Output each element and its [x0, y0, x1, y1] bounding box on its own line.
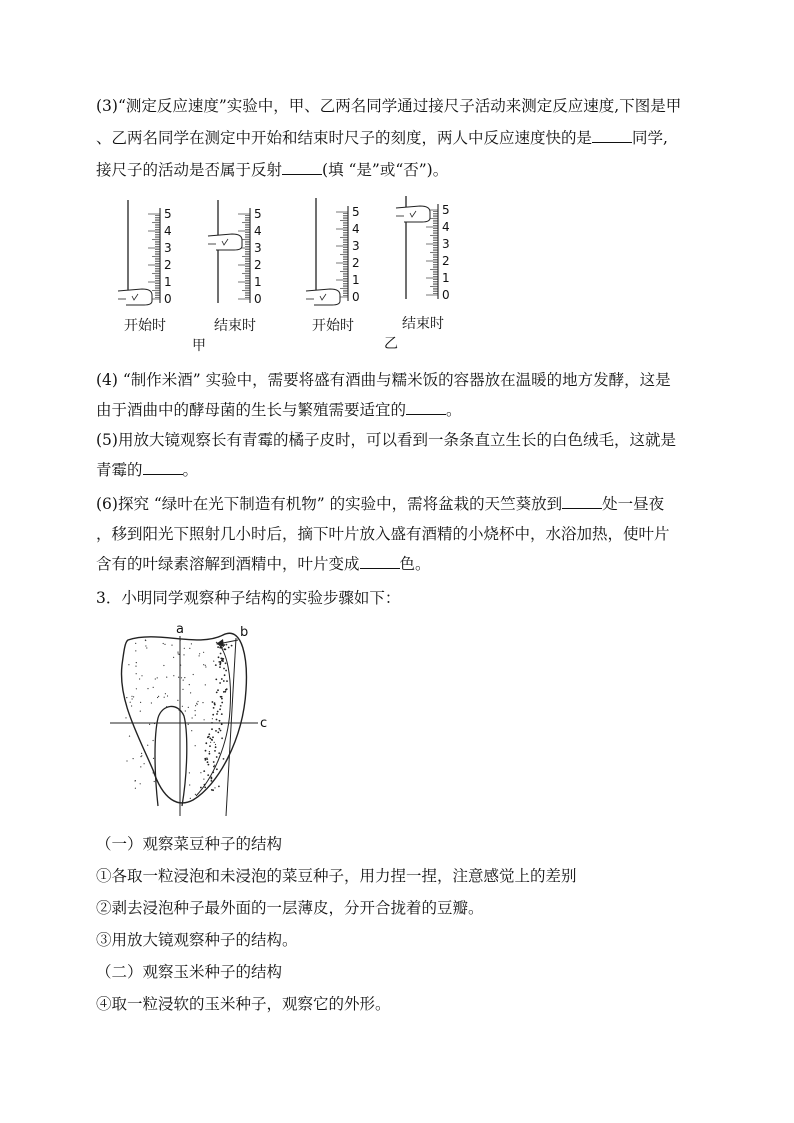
stipple-dot	[212, 701, 214, 703]
q6-line2: ，移到阳光下照射几小时后，摘下叶片放入盛有酒精的小烧杯中，水浴加热，使叶片	[96, 525, 670, 543]
stipple-dot	[211, 739, 213, 741]
stipple-dot	[221, 698, 223, 700]
stipple-dot	[191, 643, 192, 644]
stipple-dot	[188, 707, 189, 708]
stipple-dot	[228, 647, 230, 649]
stipple-dot	[212, 736, 214, 738]
stipple-dot	[216, 713, 218, 715]
stipple-dot	[184, 648, 185, 649]
ruler-number: 3	[442, 237, 450, 251]
ruler-caption-1: 开始时	[124, 318, 166, 334]
stipple-dot	[223, 668, 225, 670]
answer-blank-faster-student[interactable]	[592, 128, 632, 143]
ruler-number: 2	[164, 258, 172, 272]
stipple-dot	[207, 774, 209, 776]
stipple-dot	[126, 697, 127, 698]
ruler-caption-3: 开始时	[312, 318, 354, 334]
stipple-dot	[125, 717, 126, 718]
stipple-dot	[195, 705, 196, 706]
step-3: ③用放大镜观察种子的结构。	[96, 931, 298, 949]
stipple-dot	[203, 652, 204, 653]
q6-line3-tail: 色。	[399, 555, 431, 573]
stipple-dot	[219, 720, 221, 722]
stipple-dot	[190, 692, 191, 693]
stipple-dot	[203, 770, 205, 772]
stipple-dot	[212, 718, 213, 719]
hand-fingers	[396, 206, 430, 222]
stipple-dot	[226, 688, 228, 690]
stipple-dot	[135, 788, 136, 789]
stipple-dot	[157, 677, 158, 678]
seed-stipple	[125, 640, 232, 800]
stipple-dot	[216, 719, 218, 721]
q6-line3-text: 含有的叶绿素溶解到酒精中，叶片变成	[96, 555, 360, 573]
stipple-dot	[219, 708, 221, 710]
stipple-dot	[218, 656, 220, 658]
stipple-dot	[200, 772, 201, 773]
stipple-dot	[165, 693, 166, 694]
stipple-dot	[132, 698, 133, 699]
stipple-dot	[151, 702, 152, 703]
stipple-dot	[140, 711, 141, 712]
stipple-dot	[178, 653, 179, 654]
answer-blank-dark-place[interactable]	[562, 494, 602, 509]
stipple-dot	[215, 664, 217, 666]
stipple-dot	[131, 696, 132, 697]
stipple-dot	[223, 758, 225, 760]
stipple-dot	[193, 674, 194, 675]
stipple-dot	[205, 666, 206, 667]
stipple-dot	[214, 787, 215, 788]
q6-line1-text: (6)探究 “绿叶在光下制造有机物” 的实验中，需将盆栽的天竺葵放到	[96, 495, 563, 513]
q3-line1: (3)“测定反应速度”实验中，甲、乙两名同学通过接尺子活动来测定反应速度,下图是甲	[96, 97, 682, 115]
stipple-dot	[133, 758, 134, 759]
stipple-dot	[182, 706, 183, 707]
stipple-dot	[136, 688, 137, 689]
stipple-dot	[222, 660, 224, 662]
stipple-dot	[224, 691, 226, 693]
stipple-dot	[128, 664, 129, 665]
stipple-dot	[222, 658, 224, 660]
stipple-dot	[173, 657, 174, 658]
stipple-dot	[153, 758, 154, 759]
stipple-dot	[219, 666, 221, 668]
stipple-dot	[226, 680, 228, 682]
stipple-dot	[205, 684, 206, 685]
stipple-dot	[141, 675, 142, 676]
hand-fingers	[118, 289, 152, 305]
stipple-dot	[209, 745, 211, 747]
group-label-1: 甲	[192, 338, 206, 354]
stipple-dot	[147, 745, 148, 746]
q5-line2-tail: 。	[182, 461, 199, 479]
stipple-dot	[208, 733, 210, 735]
stipple-dot	[218, 752, 220, 754]
step-4: ④取一粒浸软的玉米种子，观察它的外形。	[96, 995, 391, 1013]
ruler-number: 5	[254, 207, 262, 221]
q4-line2	[96, 400, 462, 420]
stipple-dot	[211, 777, 213, 779]
stipple-dot	[225, 649, 227, 651]
stipple-dot	[144, 763, 145, 764]
stipple-dot	[141, 753, 142, 754]
stipple-dot	[188, 724, 189, 725]
stipple-dot	[183, 654, 184, 655]
stipple-dot	[215, 679, 217, 681]
answer-blank-color[interactable]	[360, 554, 400, 569]
stipple-dot	[203, 779, 204, 780]
stipple-dot	[177, 700, 178, 701]
stipple-dot	[199, 653, 200, 654]
stipple-dot	[157, 697, 158, 698]
stipple-dot	[225, 662, 227, 664]
q6-line3	[96, 554, 431, 574]
stipple-dot	[216, 768, 218, 770]
stipple-dot	[129, 736, 130, 737]
label-c: c	[260, 716, 268, 731]
stipple-dot	[136, 662, 137, 663]
q5-line2-text: 青霉的	[96, 461, 143, 479]
ruler-number: 1	[352, 273, 360, 287]
stipple-dot	[153, 772, 154, 773]
answer-blank-hyphae[interactable]	[143, 460, 183, 475]
stipple-dot	[145, 645, 146, 646]
stipple-dot	[131, 705, 132, 706]
stipple-dot	[173, 675, 174, 676]
ruler-number: 0	[164, 292, 172, 306]
stipple-dot	[140, 702, 141, 703]
ruler-number: 5	[442, 203, 450, 217]
embryo-shape	[155, 706, 187, 806]
stipple-dot	[221, 678, 223, 680]
stipple-dot	[136, 673, 137, 674]
stipple-dot	[220, 730, 222, 732]
stipple-dot	[212, 771, 214, 773]
stipple-dot	[202, 702, 203, 703]
stipple-dot	[205, 759, 207, 761]
ruler-number: 1	[254, 275, 262, 289]
stipple-dot	[184, 677, 185, 678]
stipple-dot	[219, 664, 221, 666]
stipple-dot	[135, 780, 136, 781]
stipple-dot	[217, 711, 219, 713]
ruler-number: 5	[164, 207, 172, 221]
stipple-dot	[216, 692, 218, 694]
stipple-dot	[209, 753, 211, 755]
stipple-dot	[221, 696, 223, 698]
q5-line2	[96, 460, 198, 480]
ruler-number: 4	[352, 222, 360, 236]
stipple-dot	[130, 702, 131, 703]
ruler-1	[118, 200, 172, 306]
stipple-dot	[214, 702, 216, 704]
stipple-dot	[149, 724, 150, 725]
stipple-dot	[191, 730, 192, 731]
part-1-heading: （一）观察菜豆种子的结构	[96, 835, 283, 853]
stipple-dot	[166, 677, 167, 678]
ruler-2	[208, 200, 262, 306]
stipple-dot	[164, 644, 165, 645]
stipple-dot	[221, 713, 223, 715]
stipple-dot	[140, 766, 141, 767]
ruler-number: 2	[352, 256, 360, 270]
ruler-number: 2	[442, 254, 450, 268]
stipple-dot	[135, 643, 136, 644]
stipple-dot	[219, 647, 221, 649]
stipple-dot	[153, 687, 154, 688]
ruler-number: 3	[164, 241, 172, 255]
q5-line1: (5)用放大镜观察长有青霉的橘子皮时，可以看到一条条直立生长的白色绒毛，这就是	[96, 431, 676, 449]
rulers-group	[118, 196, 450, 306]
stipple-dot	[195, 794, 196, 795]
stipple-dot	[215, 744, 216, 745]
stipple-dot	[209, 751, 210, 752]
stipple-dot	[192, 717, 193, 718]
stipple-dot	[220, 705, 222, 707]
ruler-caption-4: 结束时	[402, 316, 444, 332]
ruler-number: 3	[352, 239, 360, 253]
stipple-dot	[183, 680, 184, 681]
group-label-2: 乙	[384, 336, 398, 352]
stipple-dot	[219, 682, 221, 684]
q6-line1	[96, 494, 664, 514]
stipple-dot	[126, 760, 127, 761]
stipple-dot	[218, 728, 220, 730]
q3-line2-tail: 同学,	[632, 129, 668, 147]
stipple-dot	[217, 689, 219, 691]
ruler-number: 1	[164, 275, 172, 289]
ruler-number: 4	[254, 224, 262, 238]
stipple-dot	[133, 696, 134, 697]
q4-line2-tail: 。	[446, 401, 462, 419]
q3-line3	[96, 160, 448, 180]
stipple-dot	[223, 680, 225, 682]
stipple-dot	[204, 719, 205, 720]
stipple-dot	[209, 738, 211, 740]
stipple-dot	[213, 707, 215, 709]
stipple-dot	[212, 714, 214, 716]
stipple-dot	[206, 758, 208, 760]
stipple-dot	[200, 787, 202, 789]
stipple-dot	[145, 640, 146, 641]
stipple-dot	[166, 706, 167, 707]
label-a: a	[176, 622, 184, 637]
q3-line3-tail: (填 “是”或“否”)。	[322, 161, 449, 179]
ruler-number: 4	[164, 224, 172, 238]
q3-line3-text: 接尺子的活动是否属于反射	[96, 161, 283, 179]
ruler-reaction-figure	[110, 192, 480, 357]
stipple-dot	[135, 666, 136, 667]
stipple-dot	[197, 701, 198, 702]
stipple-dot	[199, 655, 200, 656]
stipple-dot	[178, 677, 179, 678]
answer-blank-temperature[interactable]	[406, 400, 446, 415]
ruler-3	[306, 198, 360, 305]
stipple-dot	[215, 746, 217, 748]
stipple-dot	[147, 688, 148, 689]
stipple-dot	[205, 742, 207, 744]
stipple-dot	[218, 786, 220, 788]
stipple-dot	[163, 665, 164, 666]
stipple-dot	[226, 644, 228, 646]
stipple-dot	[171, 645, 172, 646]
q4-line1: (4) “制作米酒” 实验中，需要将盛有酒曲与糯米饭的容器放在温暖的地方发酵，这是	[96, 371, 671, 389]
stipple-dot	[210, 742, 211, 743]
stipple-dot	[167, 695, 168, 696]
hand-fingers	[208, 234, 242, 250]
q3-line2	[96, 128, 668, 148]
stipple-dot	[141, 755, 142, 756]
stipple-dot	[189, 684, 190, 685]
stipple-dot	[214, 742, 215, 743]
q6-line1-tail: 处一昼夜	[602, 495, 665, 513]
stipple-dot	[220, 653, 222, 655]
stipple-dot	[195, 715, 196, 716]
stipple-dot	[205, 750, 207, 752]
ruler-number: 0	[254, 292, 262, 306]
stipple-dot	[164, 697, 165, 698]
q3-line2-text: 、乙两名同学在测定中开始和结束时尺子的刻度，两人中反应速度快的是	[96, 129, 593, 147]
stipple-dot	[231, 645, 233, 647]
stipple-dot	[181, 677, 182, 678]
ruler-number: 4	[442, 220, 450, 234]
ruler-4	[396, 196, 450, 302]
stipple-dot	[204, 784, 206, 786]
stipple-dot	[158, 696, 159, 697]
stipple-dot	[208, 736, 210, 738]
stipple-dot	[221, 723, 223, 725]
ruler-number: 0	[442, 288, 450, 302]
stipple-dot	[213, 761, 215, 763]
stipple-dot	[215, 730, 217, 732]
ruler-caption-2: 结束时	[214, 318, 256, 334]
stipple-dot	[217, 732, 219, 734]
ruler-number: 5	[352, 205, 360, 219]
stipple-dot	[185, 710, 186, 711]
stipple-dot	[190, 798, 191, 799]
stipple-dot	[182, 689, 183, 690]
step-2: ②剥去浸泡种子最外面的一层薄皮，分开合拢着的豆瓣。	[96, 899, 484, 917]
stipple-dot	[221, 737, 223, 739]
stipple-dot	[204, 787, 206, 789]
stipple-dot	[212, 789, 214, 791]
stipple-dot	[189, 648, 190, 649]
stipple-dot	[146, 647, 147, 648]
stipple-dot	[154, 781, 155, 782]
stipple-dot	[139, 678, 140, 679]
question-3-title: 3．小明同学观察种子结构的实验步骤如下：	[96, 589, 401, 607]
stipple-dot	[155, 678, 156, 679]
stipple-dot	[189, 784, 190, 785]
ruler-number: 3	[254, 241, 262, 255]
step-1: ①各取一粒浸泡和未浸泡的菜豆种子，用力捏一捏，注意感觉上的差别	[96, 867, 577, 885]
ruler-number: 0	[352, 290, 360, 304]
answer-blank-reflex[interactable]	[282, 160, 322, 175]
stipple-dot	[163, 643, 164, 644]
stipple-dot	[214, 765, 215, 766]
stipple-dot	[140, 783, 141, 784]
stipple-dot	[153, 740, 154, 741]
stipple-dot	[214, 750, 216, 752]
stipple-dot	[189, 772, 190, 773]
stipple-dot	[195, 710, 196, 711]
stipple-dot	[221, 702, 223, 704]
hand-fingers	[306, 289, 340, 305]
stipple-dot	[208, 764, 210, 766]
stipple-dot	[177, 652, 178, 653]
stipple-dot	[216, 756, 218, 758]
stipple-dot	[207, 761, 209, 763]
ruler-number: 1	[442, 271, 450, 285]
stipple-dot	[213, 766, 215, 768]
stipple-dot	[224, 674, 226, 676]
stipple-dot	[205, 665, 206, 666]
stipple-dot	[213, 661, 214, 662]
ruler-number: 2	[254, 258, 262, 272]
bean-seed-structure-figure	[108, 620, 278, 820]
stipple-dot	[203, 664, 204, 665]
stipple-dot	[217, 646, 219, 648]
stipple-dot	[196, 703, 197, 704]
stipple-dot	[195, 745, 196, 746]
stipple-dot	[211, 728, 213, 730]
ruler-labels-group	[124, 315, 444, 354]
stipple-dot	[211, 780, 213, 782]
q4-line2-text: 由于酒曲中的酵母菌的生长与繁殖需要适宜的	[96, 401, 407, 419]
part-2-heading: （二）观察玉米种子的结构	[96, 963, 283, 981]
label-b: b	[240, 625, 249, 640]
stipple-dot	[225, 670, 227, 672]
stipple-dot	[135, 650, 136, 651]
stipple-dot	[220, 661, 222, 663]
